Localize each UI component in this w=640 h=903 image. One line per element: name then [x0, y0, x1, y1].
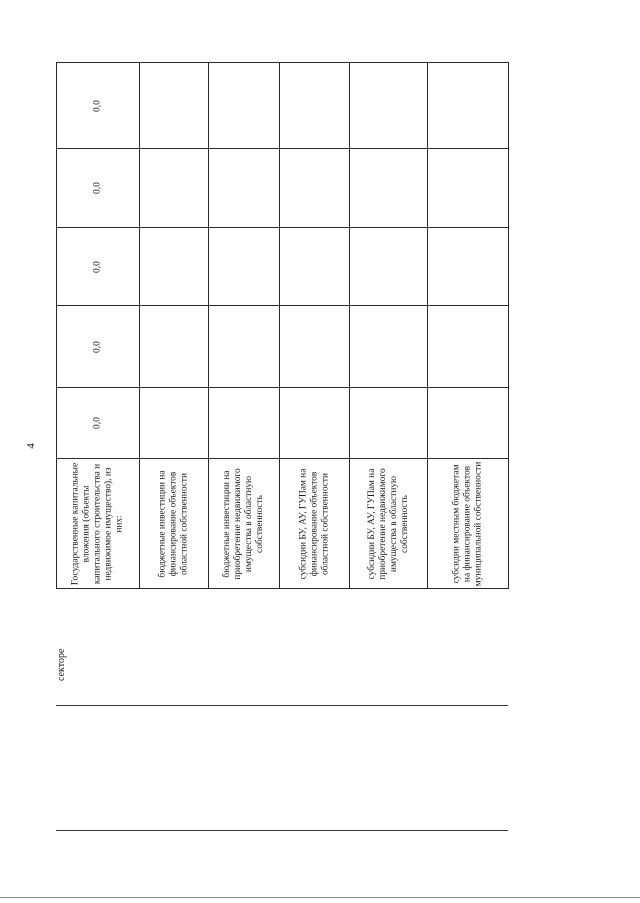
row-label: субсидии местным бюджетам на финансирование объектов муниципальной собственности — [451, 461, 484, 586]
table-cell — [428, 63, 509, 149]
row-label-cell — [209, 459, 280, 589]
table-cell — [57, 63, 140, 149]
table-cell — [280, 388, 350, 459]
row-label-cell — [280, 459, 350, 589]
table-cell — [140, 63, 209, 149]
table-cell — [350, 63, 428, 149]
table-cell — [428, 388, 509, 459]
divider-line — [56, 830, 508, 831]
table-cell — [140, 149, 209, 228]
capital-investment-table — [56, 62, 509, 589]
table-cell — [280, 149, 350, 228]
table-cell — [140, 388, 209, 459]
table-cell — [350, 306, 428, 388]
table-cell — [350, 149, 428, 228]
cell-value: 0,0 — [92, 417, 103, 429]
table-cell — [57, 306, 140, 388]
row-label-cell — [350, 459, 428, 589]
table-cell — [280, 306, 350, 388]
cell-value: 0,0 — [92, 260, 103, 273]
table-cell — [209, 63, 280, 149]
table-cell — [57, 228, 140, 306]
cell-value: 0,0 — [92, 182, 103, 194]
table-cell — [209, 306, 280, 388]
row-label-cell — [428, 459, 509, 589]
row-label-cell — [57, 459, 140, 589]
table-cell — [280, 63, 350, 149]
page-number: 4 — [25, 443, 37, 449]
table-cell — [428, 149, 509, 228]
table-cell — [140, 228, 209, 306]
cell-value: 0,0 — [92, 99, 103, 112]
page-bottom-line — [0, 897, 640, 898]
table-cell — [209, 388, 280, 459]
table-cell — [428, 228, 509, 306]
table-cell — [350, 388, 428, 459]
row-label-cell — [140, 459, 209, 589]
row-label: субсидии БУ, АУ, ГУПам на финансирование объектов областной собственности — [298, 468, 330, 579]
cell-value: 0,0 — [92, 340, 103, 353]
row-label: Государственные капитальные вложения (объекты капитального строительства и недвижимое имущество), из них: — [70, 462, 125, 585]
row-label: бюджетные инвестиции на финансирование объектов областной собственности — [157, 469, 190, 578]
divider-line — [56, 705, 508, 706]
table-cell — [57, 388, 140, 459]
table-cell — [428, 306, 509, 388]
table-cell — [209, 228, 280, 306]
table-cell — [280, 228, 350, 306]
row-label: субсидии БУ, АУ, ГУПам на приобретение недвижимого имущества в областную собственность — [366, 467, 410, 580]
table-cell — [140, 306, 209, 388]
side-caption: секторе — [56, 648, 67, 681]
row-label: бюджетные инвестиции на приобретение недвижимого имущества в областную собственность — [222, 467, 265, 580]
table-cell — [209, 149, 280, 228]
table-cell — [350, 228, 428, 306]
table-cell — [57, 149, 140, 228]
